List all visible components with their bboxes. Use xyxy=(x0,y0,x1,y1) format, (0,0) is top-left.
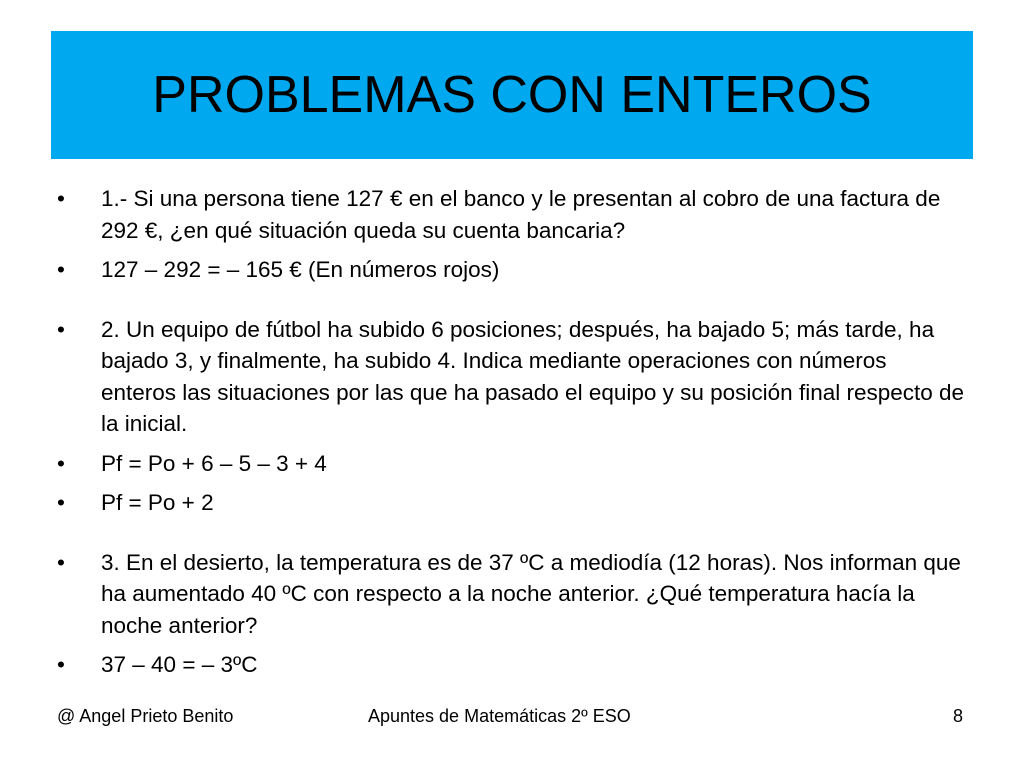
bullet-problem-1 xyxy=(57,183,967,246)
bullet-marker: • xyxy=(57,652,65,677)
bullet-text: 37 – 40 = – 3ºC xyxy=(101,652,258,677)
bullet-text: Pf = Po + 6 – 5 – 3 + 4 xyxy=(101,450,327,476)
bullet-problem-3 xyxy=(57,547,967,642)
bullet-answer-3 xyxy=(57,649,967,681)
slide-title: PROBLEMAS CON ENTEROS xyxy=(152,66,872,124)
slide-footer xyxy=(57,706,967,730)
bullet-marker: • xyxy=(57,450,65,476)
bullet-answer-2b xyxy=(57,487,967,519)
bullet-text: 127 – 292 = – 165 € (En números rojos) xyxy=(101,257,500,282)
bullet-answer-1 xyxy=(57,254,967,286)
bullet-text: 1.- Si una persona tiene 127 € en el banco y le presentan al cobro de una factura de 292 €, ¿en qué situación queda su cuenta bancaria? xyxy=(101,186,941,243)
slide-content xyxy=(57,183,967,681)
bullet-text: 3. En el desierto, la temperatura es de 37 ºC a mediodía (12 horas). Nos informan que ha aumentado 40 ºC con respecto a la noche anterior. ¿Qué temperatura hacía la noche anterior? xyxy=(101,549,961,638)
bullet-marker: • xyxy=(57,490,65,515)
bullet-marker: • xyxy=(57,549,65,575)
bullet-problem-2 xyxy=(57,314,967,440)
bullet-marker: • xyxy=(57,316,65,342)
footer-course: Apuntes de Matemáticas 2º ESO xyxy=(368,706,631,726)
footer-page-number: 8 xyxy=(952,706,963,726)
bullet-text: 2. Un equipo de fútbol ha subido 6 posiciones; después, ha bajado 5; más tarde, ha bajado 3, y finalmente, ha subido 4. Indica mediante operaciones con números enteros las situaciones por las que ha pasado el equipo y su posición final respecto de la inicial. xyxy=(101,316,965,436)
bullet-marker: • xyxy=(57,257,65,282)
bullet-marker: • xyxy=(57,186,65,211)
bullet-answer-2a xyxy=(57,448,967,480)
footer-author: @ Angel Prieto Benito xyxy=(57,706,234,726)
title-banner xyxy=(51,31,973,159)
bullet-text: Pf = Po + 2 xyxy=(101,490,214,515)
